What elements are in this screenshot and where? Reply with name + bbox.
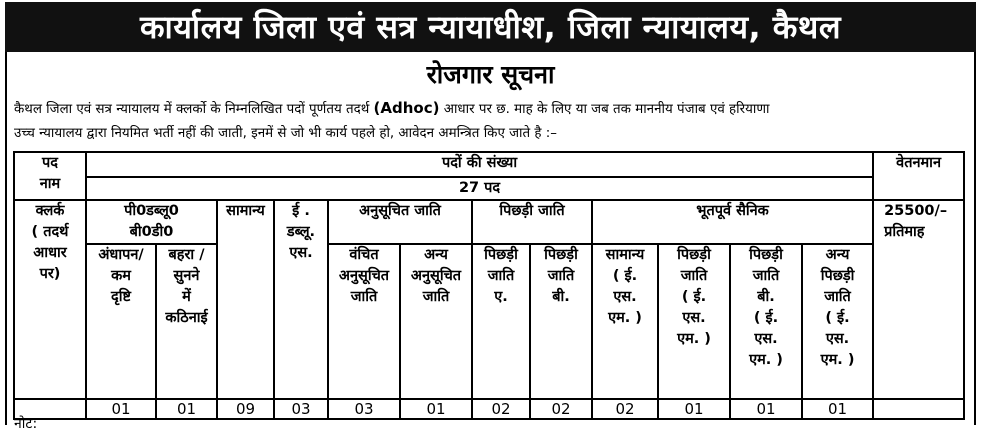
notice-title: रोजगार सूचना	[426, 60, 555, 89]
esm-other-bc-header: अन्य पिछड़ी जाति ( ई. एस. एम. )	[802, 244, 873, 399]
count-esm-bc-b: 01	[730, 399, 802, 419]
count-sc-other: 01	[400, 399, 472, 419]
post-name: क्लर्क ( तदर्थ आधार पर)	[14, 200, 86, 399]
pay-scale-header: वेतनमान	[873, 152, 964, 200]
esm-bc-header: पिछड़ी जाति ( ई. एस. एम. )	[658, 244, 730, 399]
general-header: सामान्य	[217, 200, 274, 399]
pay-scale-value: 25500/– प्रतिमाह	[873, 200, 964, 399]
bc-group-header: पिछड़ी जाति	[472, 200, 592, 244]
intro-line-2: उच्च न्यायालय द्वारा नियमित भर्ती नहीं की जाती, इनमें से जो भी कार्य पहले हो, आवेदन अमन्त्रित किए जाते है :–	[14, 126, 557, 141]
sc-deprived-header: वंचित अनुसूचित जाति	[328, 244, 400, 399]
total-posts: 27 पद	[86, 177, 873, 200]
esm-group-header: भूतपूर्व सैनिक	[592, 200, 873, 244]
posts-table	[13, 151, 965, 420]
intro-text-1: कैथल जिला एवं सत्र न्यायालय में क्लर्को के निम्नलिखित पदों पूर्णतय तदर्थ	[14, 102, 374, 117]
ews-header: ई . डब्लू. एस.	[274, 200, 328, 399]
count-cell-empty	[873, 399, 964, 419]
intro-text-2: आधार पर छ. माह के लिए या जब तक माननीय पंजाब एवं हरियाणा	[439, 102, 770, 117]
bc-a-header: पिछड़ी जाति ए.	[472, 244, 530, 399]
count-pwd-blind: 01	[86, 399, 156, 419]
count-pwd-deaf: 01	[156, 399, 217, 419]
post-name-header: पद नाम	[14, 152, 86, 200]
posts-count-header: पदों की संख्या	[86, 152, 873, 177]
count-esm-bc: 01	[658, 399, 730, 419]
pwd-deaf-header: बहरा / सुनने में कठिनाई	[156, 244, 217, 399]
pwd-group-header: पी0डब्लू0 बी0डी0	[86, 200, 217, 244]
esm-bc-b-header: पिछड़ी जाति बी. ( ई. एस. एम. )	[730, 244, 802, 399]
count-ews: 03	[274, 399, 328, 419]
count-general: 09	[217, 399, 274, 419]
adhoc-term: (Adhoc)	[373, 99, 440, 117]
count-bc-b: 02	[530, 399, 592, 419]
count-bc-a: 02	[472, 399, 530, 419]
count-sc-deprived: 03	[328, 399, 400, 419]
office-title: कार्यालय जिला एवं सत्र न्यायाधीश, जिला न्यायालय, कैथल	[5, 2, 976, 52]
pwd-blind-header: अंधापन/ कम दृष्टि	[86, 244, 156, 399]
intro-paragraph	[14, 96, 972, 146]
esm-general-header: सामान्य ( ई. एस. एम. )	[592, 244, 658, 399]
bc-b-header: पिछड़ी जाति बी.	[530, 244, 592, 399]
note-label: नोट:	[14, 416, 38, 432]
count-esm-general: 02	[592, 399, 658, 419]
sc-other-header: अन्य अनुसूचित जाति	[400, 244, 472, 399]
count-esm-other-bc: 01	[802, 399, 873, 419]
intro-line-1	[14, 96, 972, 122]
sc-group-header: अनुसूचित जाति	[328, 200, 472, 244]
